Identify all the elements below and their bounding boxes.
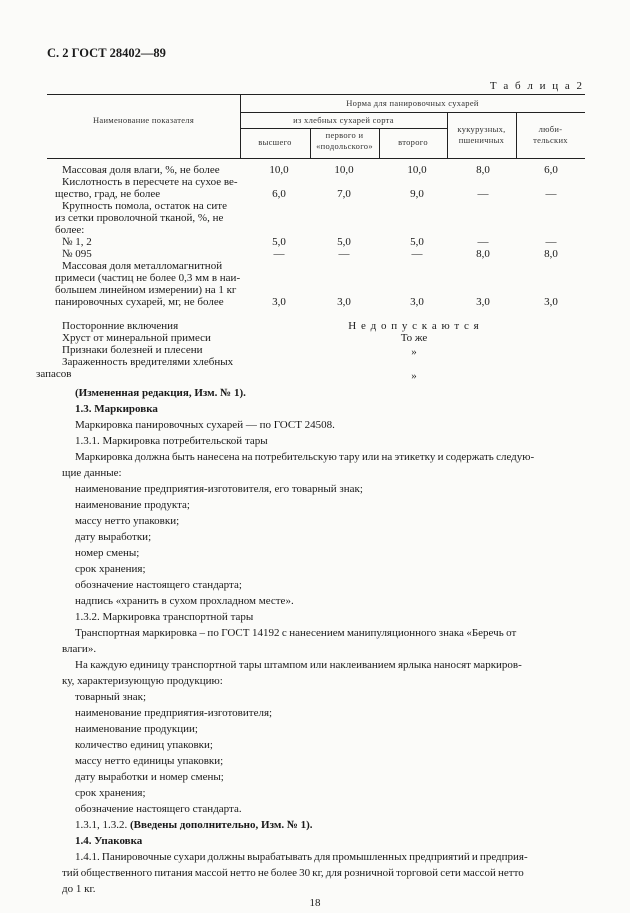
row-moisture-corn: 8,0 bbox=[476, 164, 490, 176]
row-sieve-12-second: 5,0 bbox=[410, 236, 424, 248]
row-metal-highest: 3,0 bbox=[272, 296, 286, 308]
row-acidity-corn: — bbox=[477, 188, 489, 200]
list-item: дату выработки; bbox=[75, 531, 152, 543]
row-metal-second: 3,0 bbox=[410, 296, 424, 308]
page-header: С. 2 ГОСТ 28402—89 bbox=[47, 46, 166, 60]
norm-subrule bbox=[240, 112, 585, 113]
table-header-bottom-rule bbox=[47, 158, 585, 159]
row-sieve-095-highest: — bbox=[273, 248, 285, 260]
row-metal-corn: 3,0 bbox=[476, 296, 490, 308]
para-1-4-1-l3: до 1 кг. bbox=[62, 883, 96, 895]
para-unit-marking-l1: На каждую единицу транспортной тары штампом или наклеиванием ярлыка наносят маркиров- bbox=[75, 659, 522, 671]
list-item: обозначение настоящего стандарта; bbox=[75, 579, 242, 591]
list-item: надпись «хранить в сухом прохладном месте». bbox=[75, 595, 294, 607]
list-item: номер смены; bbox=[75, 547, 140, 559]
row-sieve-095-second: — bbox=[411, 248, 423, 260]
section-1-4-heading: 1.4. Упаковка bbox=[75, 835, 143, 847]
row-metal-label-cont1: примеси (частиц не более 0,3 мм в наи- bbox=[55, 272, 241, 284]
para-1-3: Маркировка панировочных сухарей — по ГОСТ 24508. bbox=[75, 419, 335, 431]
row-grind-label: Крупность помола, остаток на сите bbox=[62, 200, 227, 212]
amendment-note-2: 1.3.1, 1.3.2. (Введены дополнительно, Изм. № 1). bbox=[75, 819, 313, 831]
row-sieve-12-label: № 1, 2 bbox=[62, 236, 92, 248]
list-item: массу нетто единицы упаковки; bbox=[75, 755, 224, 767]
row-acidity-first: 7,0 bbox=[337, 188, 351, 200]
row-acidity-amateur: — bbox=[545, 188, 557, 200]
list-item: наименование предприятия-изготовителя, его товарный знак; bbox=[75, 483, 363, 495]
list-item: дату выработки и номер смены; bbox=[75, 771, 224, 783]
page-number: 18 bbox=[309, 897, 321, 909]
list-item: срок хранения; bbox=[75, 787, 146, 799]
para-consumer-marking-l2: щие данные: bbox=[62, 467, 122, 479]
row-moisture-highest: 10,0 bbox=[269, 164, 289, 176]
row-crunch-value: То же bbox=[400, 332, 428, 344]
amendment-note-1: (Измененная редакция, Изм. № 1). bbox=[75, 387, 246, 399]
col-indicator-header: Наименование показателя bbox=[92, 115, 195, 125]
section-1-3-heading: 1.3. Маркировка bbox=[75, 403, 158, 415]
row-moisture-amateur: 6,0 bbox=[544, 164, 558, 176]
row-grind-label-cont1: из сетки проволочной тканой, %, не bbox=[55, 212, 224, 224]
row-metal-amateur: 3,0 bbox=[544, 296, 558, 308]
row-sieve-095-label: № 095 bbox=[62, 248, 92, 260]
row-metal-label-cont2: большем линейном измерении) на 1 кг bbox=[55, 284, 237, 296]
row-disease-label: Признаки болезней и плесени bbox=[62, 344, 203, 356]
col-amateur-header: люби- тельских bbox=[533, 124, 568, 145]
row-pests-label: Зараженность вредителями хлебных bbox=[62, 356, 234, 368]
col-highest-header: высшего bbox=[258, 137, 292, 147]
list-item: срок хранения; bbox=[75, 563, 146, 575]
row-metal-first: 3,0 bbox=[337, 296, 351, 308]
list-item: товарный знак; bbox=[75, 691, 147, 703]
row-moisture-second: 10,0 bbox=[407, 164, 427, 176]
col-corn-header: кукурузных, пшеничных bbox=[457, 124, 506, 145]
col-norm-header: Норма для панировочных сухарей bbox=[346, 98, 479, 108]
row-sieve-095-first: — bbox=[338, 248, 350, 260]
row-foreign-label: Посторонние включения bbox=[62, 320, 179, 332]
list-item: наименование продукта; bbox=[75, 499, 190, 511]
row-pests-value: » bbox=[411, 370, 417, 382]
row-metal-label-cont3: панировочных сухарей, мг, не более bbox=[55, 296, 224, 308]
row-metal-label: Массовая доля металломагнитной bbox=[62, 260, 223, 272]
row-sieve-12-first: 5,0 bbox=[337, 236, 351, 248]
para-1-4-1-l1: 1.4.1. Панировочные сухари должны вырабатывать для промышленных предприятий и предприя- bbox=[75, 851, 528, 863]
list-item: количество единиц упаковки; bbox=[75, 739, 213, 751]
table-top-rule bbox=[47, 94, 585, 95]
row-acidity-second: 9,0 bbox=[410, 188, 424, 200]
row-grind-label-cont2: более: bbox=[55, 224, 85, 236]
para-unit-marking-l2: ку, характеризующую продукцию: bbox=[62, 675, 223, 687]
col-first-header: первого и «подольского» bbox=[316, 130, 373, 151]
row-acidity-label-cont: щество, град, не более bbox=[55, 188, 161, 200]
row-crunch-label: Хруст от минеральной примеси bbox=[62, 332, 211, 344]
para-1-3-2-heading: 1.3.2. Маркировка транспортной тары bbox=[75, 611, 254, 623]
row-sieve-12-highest: 5,0 bbox=[272, 236, 286, 248]
table-caption: Т а б л и ц а 2 bbox=[489, 80, 584, 92]
row-disease-value: » bbox=[411, 346, 417, 358]
list-item: обозначение настоящего стандарта. bbox=[75, 803, 242, 815]
list-item: массу нетто упаковки; bbox=[75, 515, 180, 527]
para-transport-marking-l2: влаги». bbox=[62, 643, 97, 655]
row-moisture-label: Массовая доля влаги, %, не более bbox=[62, 164, 220, 176]
row-acidity-highest: 6,0 bbox=[272, 188, 286, 200]
list-item: наименование продукции; bbox=[75, 723, 198, 735]
row-sieve-12-amateur: — bbox=[545, 236, 557, 248]
row-acidity-label: Кислотность в пересчете на сухое ве- bbox=[62, 176, 238, 188]
col-grade-group-header: из хлебных сухарей сорта bbox=[293, 115, 394, 125]
para-consumer-marking-l1: Маркировка должна быть нанесена на потребительскую тару или на этикетку и содержать следую- bbox=[75, 451, 535, 463]
row-sieve-095-corn: 8,0 bbox=[476, 248, 490, 260]
row-sieve-095-amateur: 8,0 bbox=[544, 248, 558, 260]
grade-subrule bbox=[240, 128, 447, 129]
para-1-3-1-heading: 1.3.1. Маркировка потребительской тары bbox=[75, 435, 268, 447]
para-transport-marking-l1: Транспортная маркировка – по ГОСТ 14192 с нанесением манипуляционного знака «Беречь от bbox=[75, 627, 517, 639]
row-moisture-first: 10,0 bbox=[334, 164, 354, 176]
row-foreign-value: Н е д о п у с к а ю т с я bbox=[348, 320, 480, 332]
col-second-header: второго bbox=[398, 137, 428, 147]
row-pests-label-cont: запасов bbox=[36, 368, 72, 380]
list-item: наименование предприятия-изготовителя; bbox=[75, 707, 273, 719]
para-1-4-1-l2: тий общественного питания массой нетто не более 30 кг, для розничной торговой сети массой нетто bbox=[62, 867, 524, 879]
row-sieve-12-corn: — bbox=[477, 236, 489, 248]
